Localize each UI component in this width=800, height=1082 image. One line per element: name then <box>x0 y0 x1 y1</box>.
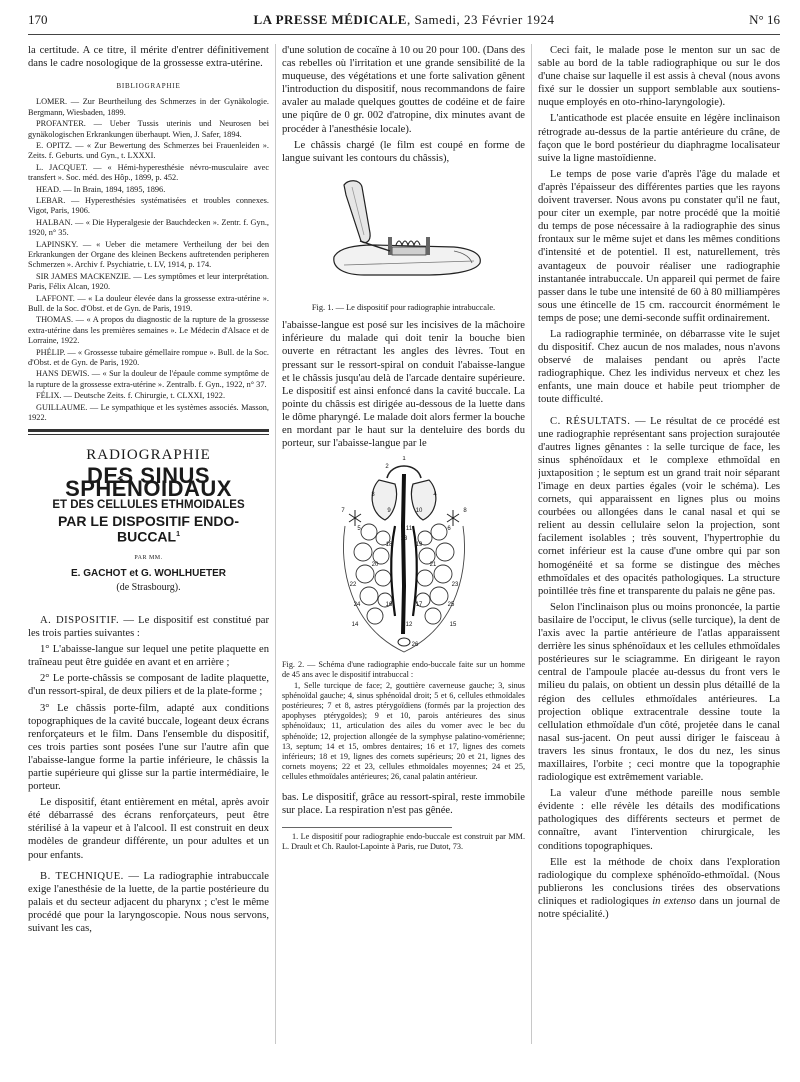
issue-date: , Samedi, 23 Février 1924 <box>406 12 555 27</box>
figure-2-label: 26 <box>411 642 418 649</box>
bibliography-entry: THOMAS. — « A propos du diagnostic de la rupture de la grossesse extra-utérine dans les premières semaines ». Le Médecin d'Alsace et de Lorraine, 1922. <box>28 315 269 346</box>
figure-2-label: 15 <box>449 622 456 629</box>
section-b-paragraph <box>28 870 269 935</box>
article-subtitle-2-text: PAR LE DISPOSITIF ENDO-BUCCAL <box>58 512 239 545</box>
col3-paragraph-1: Ceci fait, le malade pose le menton sur un sac de sable au bord de la table radiographique ou sur le dos d'une chaise sur laquelle il est assis à cheval (nous avons fixé sur le dossier un support semblable aux soutiens-nuque employés en oto-rhino-laryngologie). <box>538 45 780 109</box>
figure-1 <box>282 171 525 313</box>
figure-2-label: 3 <box>370 492 375 499</box>
bibliography-entry: LEBAR. — Hyperesthésies systématisées et troubles connexes. Vigot, Paris, 1906. <box>28 195 269 216</box>
journal-name: LA PRESSE MÉDICALE <box>253 12 407 27</box>
title-footnote-mark: 1 <box>176 530 180 538</box>
col2-paragraph-2: Le châssis chargé (le film est coupé en forme de langue suivant les contours du châssis), <box>282 139 525 164</box>
section-a-text: — Le dispositif est constitué par les trois parties suivantes : <box>28 614 269 640</box>
article-title: DES SINUS SPHÉNOIDAUX <box>65 462 232 501</box>
col2-paragraph-4: bas. Le dispositif, grâce au ressort-spiral, reste immobile sur place. La respiration n'est pas gênée. <box>282 791 525 816</box>
bibliography-entry: HEAD. — In Brain, 1894, 1895, 1896. <box>36 184 166 194</box>
figure-2-legend: 1, Selle turcique de face; 2, gouttière caverneuse gauche; 3, sinus sphénoïdal gauche; 4, sinus sphénoïdal droit; 5 et 6, cellules ethmoïdales postérieures; 7 et 8, astres ptérygoïdiens (formés par la projection des apophyses ptérygoïdes); 9 et 10, parois antérieures des sinus sphénoïdaux; 11, articulation des ailes du vomer avec le bec du sphénoïde; 12, projection allongée de la symphyse palatino-vomérienne; 13, septum; 14 et 15, ombres dentaires; 16 et 17, lignes des cornets inférieurs; 18 et 19, lignes des cornets supérieurs; 20 et 21, lignes des cornets moyens; 22 et 23, cellules ethmoïdales moyennes; 24 et 25, cellules ethmoïdales antérieures; 26, canal palatin antérieur. <box>282 680 525 782</box>
article-separator-thin <box>28 434 269 435</box>
figure-2-label: 2 <box>384 464 389 471</box>
issue-number: N° 16 <box>749 12 780 27</box>
figure-2-label: 18 <box>385 542 392 549</box>
figure-2-label: 10 <box>415 508 422 515</box>
figure-2-caption-head: Fig. 2. — Schéma d'une radiographie endo-buccale faite sur un homme de 45 ans avec le dispositif intrabuccal : <box>282 660 525 680</box>
figure-2-label: 21 <box>429 562 436 569</box>
figure-2-label: 7 <box>340 508 345 515</box>
component-list <box>28 643 269 793</box>
col3-paragraph-7 <box>538 856 780 921</box>
footnote-rule <box>282 827 452 828</box>
section-a-label: A. DISPOSITIF. <box>40 614 120 626</box>
column-separator <box>531 44 532 1044</box>
figure-2-label: 16 <box>385 602 392 609</box>
figure-2-caption <box>282 660 525 782</box>
page-number: 170 <box>28 12 48 27</box>
article-subtitle: ET DES CELLULES ETHMOIDALES <box>52 498 245 511</box>
section-c-paragraph <box>538 415 780 598</box>
bibliography-entry: E. OPITZ. — « Zur Bewertung des Schmerzes bei Frauenleiden ». Zeits. f. Geburts. und Gyn., t. LXXXI. <box>28 140 269 161</box>
col3-paragraph-6: La valeur d'une méthode pareille nous semble évidente : elle révèle les détails des modifications pathologiques des différents secteurs et permet de connaître, avant l'intervention chirurgicale, les conditions topographiques. <box>538 788 780 852</box>
figure-2-label: 25 <box>447 602 454 609</box>
bibliography-list <box>28 97 269 423</box>
section-c-label: C. RÉSULTATS. <box>550 415 631 427</box>
component-item: 1° L'abaisse-langue sur lequel une petite plaquette en traîneau peut être guidée en avant et en arrière ; <box>28 644 269 669</box>
col2-paragraph-3: l'abaisse-langue est posé sur les incisives de la mâchoire inférieure du malade qui doit tenir la bouche bien ouverte en rétractant les angles des lèvres. Tout en pressant sur le ressort-spiral on conduit l'abaisse-langue et le châssis jusqu'au delà de l'arcade dentaire supérieure. Le dispositif est ainsi enfoncé dans la cavité buccale. La pointe du châssis est dirigée au-dessous de la luette dans le dôme pharyngé. Le malade doit alors fermer la bouche en mordant par le haut sur la denteluire des bords du porteur, sur l'abaisse-langue par le <box>282 320 525 450</box>
col3-paragraph-5: Selon l'inclinaison plus ou moins prononcée, la partie basilaire de l'occiput, le clivus (selle turcique), la dent de l'axis avec la partie antérieure de l'atlas apparaissent derrière les sinus sphénoïdaux et les cellules ethmoïdales postérieures sur le sciagramme. En dirigeant le rayon central de l'ampoule placée au-dessus du front vers le milieu du palais, on obtient un dessin plus détaillé de la région des cellules ethmoïdales antérieures. La projection oblique extracentrale dessine toute la cellulation ethmoïdale d'un côté, projetée dans le canal nasal sus-jacent. On peut aussi diriger le faisceau à travers les sinus frontaux, le dos du nez, les sinus maxillaires, l'orbite ; ceci montre que la topographie radiologique est extrêmement variable. <box>538 601 780 784</box>
footnote-text: . Le dispositif pour radiographie endo-buccale est construit par MM. L. Drault et Ch. Raulot-Lapointe à Paris, rue Dutot, 73. <box>282 831 525 852</box>
figure-2-label: 12 <box>405 622 412 629</box>
col3-paragraph-7-b: dans un journal de notre spécialité.) <box>538 895 780 920</box>
figure-2-label: 9 <box>386 508 391 515</box>
column-separator <box>275 44 276 1044</box>
component-item: 3° Le châssis porte-film, adapté aux conditions topographiques de la cavité buccale, logeant deux écrans renforçateurs et le film. Dans l'ensemble du dispositif, ces trois parties sont posées l'une sur l'autre afin que l'abaisse-langue forme la partie inférieure, le châssis la partie supérieure qui glisse sur la partie intermédiaire, le porteur. <box>28 702 269 793</box>
bibliography-entry: LAFFONT. — « La douleur élevée dans la grossesse extra-utérine ». Bull. de la Soc. d'Obst. et de Gyn. de Paris, 1919. <box>28 293 269 313</box>
bibliography-entry: HALBAN. — « Die Hyperalgesie der Bauchdecken ». Zentr. f. Gyn., 1920, n° 35. <box>28 217 269 238</box>
bibliography-entry: LOMER. — Zur Beurtheilung des Schmerzes in der Gynäkologie. Bergmann, Wiesbaden, 1899. <box>28 97 269 117</box>
device-illustration <box>304 171 504 301</box>
col3-paragraph-7-a: Elle est la méthode de choix dans l'exploration radiologique du complexe sphénoïdo-ethmoïdal. (Nous publierons les conclusions tirées des observations cliniques et radiologiques <box>538 856 780 907</box>
bibliography-entry: SIR JAMES MACKENZIE. — Les symptômes et leur interprétation. Paris, Félix Alcan, 1920. <box>28 271 269 292</box>
figure-2-label: 6 <box>446 526 451 533</box>
footnote-mark: 1 <box>292 831 297 841</box>
running-header <box>28 12 780 32</box>
col3-paragraph-2: L'anticathode est placée ensuite en légère inclinaison rétrograde au-dessus de la partie antérieure du crâne, de façon que le bord postérieur du diaphragme localisateur suive la ligne mastoïdienne. <box>538 113 780 164</box>
figure-2-label: 24 <box>353 602 360 609</box>
figure-2-label: 17 <box>415 602 422 609</box>
figure-2-label: 20 <box>371 562 378 569</box>
col2-paragraph-1: d'une solution de cocaïne à 10 ou 20 pour 100. (Dans des cas rebelles où l'irritation et une grande sensibilité de la muqueuse, des végétations et une forte salivation gênent l'introduction du dispositif, nous recommandons de faire avaler au malade quelques gouttes de codéine et de faire une piqûre de 0 gr. 002 d'atropine, dix minutes avant de procéder à l'anesthésie locale). <box>282 45 525 135</box>
figure-2 <box>282 456 525 782</box>
bibliography-entry: GUILLAUME. — Le sympathique et les systèmes associés. Masson, 1922. <box>28 402 269 423</box>
column-1 <box>28 44 269 1074</box>
previous-article-end: la certitude. A ce titre, il mérite d'entrer définitivement dans le cadre nosologique de la grossesse extra-utérine. <box>28 45 269 70</box>
header-rule <box>28 34 780 35</box>
component-item: 2° Le porte-châssis se composant de ladite plaquette, d'un ressort-spiral, de deux piliers et de la plate-forme ; <box>28 673 269 698</box>
radiograph-schema <box>329 456 479 656</box>
bibliography-entry: PROFANTER. — Ueber Tussis uterinis und Neurosen bei gynäkologischen Erkrankungen überhaupt. Wien, J. Safer, 1894. <box>28 119 269 139</box>
article-kicker: RADIOGRAPHIE <box>86 447 211 464</box>
section-b-text: — La radiographie intrabuccale exige l'anesthésie de la luette, de la partie postérieure du palais et du secteur adjacent du pharynx ; c'est le même procédé que pour la laryngoscopie. Nous nous servons, suivant les cas, <box>28 870 269 935</box>
figure-2-label: 8 <box>462 508 467 515</box>
column-3 <box>538 44 780 1074</box>
bibliography-title: BIBLIOGRAPHIE <box>116 82 181 91</box>
figure-2-label: 1 <box>401 456 406 463</box>
figure-2-label: 23 <box>451 582 458 589</box>
article-authors: E. GACHOT et G. WOHLHUETER <box>71 567 226 579</box>
bibliography-entry: PHÉLIP. — « Grossesse tubaire gémellaire rompue ». Bull. de la Soc. d'Obst. et de Gyn. de Paris, 1920. <box>28 347 269 368</box>
section-b-label: B. TECHNIQUE. <box>40 870 124 882</box>
column-2 <box>282 44 525 1074</box>
bibliography-entry: FÉLIX. — Deutsche Zeits. f. Chirurgie, t. CLXXI, 1922. <box>36 391 226 401</box>
paragraph-metal: Le dispositif, étant entièrement en métal, après avoir été débarrassé des écrans renforçateurs, peut être stérilisé à la vapeur et à l'alcool. Il est construit en deux modèles de grandeur différente, un pour adultes et un pour enfants. <box>28 797 269 861</box>
footnote <box>282 832 525 852</box>
figure-2-label: 4 <box>432 492 437 499</box>
article-subtitle-2 <box>28 512 269 545</box>
figure-2-label: 22 <box>349 582 356 589</box>
col3-paragraph-4: La radiographie terminée, on débarrasse vite le sujet du dispositif. Chez aucun de nos malades, nous n'avons observé de malaises pendant ou après l'acte radiographique. Chez les individus nerveux et chez les enfants, une main douce et habile peut triompher de toute difficulté. <box>538 328 780 406</box>
figure-2-label: 19 <box>415 542 422 549</box>
figure-1-caption: Fig. 1. — Le dispositif pour radiographie intrabuccale. <box>311 302 496 312</box>
figure-2-label: 11 <box>405 526 412 533</box>
bibliography-entry: L. JACQUET. — « Hémi-hyperesthésie névro-musculaire avec transfert ». Soc. méd. des Hôp., 1899, p. 452. <box>28 162 269 183</box>
col3-paragraph-3: Le temps de pose varie d'après l'âge du malade et d'après l'épaisseur des différentes parties que les rayons doivent traverser. Nous avons pu constater qu'il ne faut, pour citer un exemple, par notre procédé que la moitié du temps de pose nécessaire à la radiographie des sinus frontaux sur le même sujet et dans les mêmes conditions d'intensité et de potentiel. Il est, naturellement, très avantageux de pouvoir réaliser une radiographie instantanée intrabuccale. Un appareil qui permet de faire passer dans le tube une intensité de 60 à 80 milliampères sous une étincelle de 15 cm. raccourcit énormément le temps de pose; une demi-seconde suffit ordinairement. <box>538 168 780 324</box>
figure-2-label: 13 <box>400 536 407 543</box>
section-a-paragraph <box>28 614 269 640</box>
figure-2-label: 5 <box>356 526 361 533</box>
author-affiliation: (de Strasbourg). <box>116 581 181 593</box>
par-mm: PAR MM. <box>134 554 163 561</box>
journal-masthead <box>28 12 780 28</box>
figure-2-label: 14 <box>351 622 358 629</box>
col3-paragraph-7-em: in extenso <box>652 895 696 907</box>
bibliography-entry: HANS DEWIS. — « Sur la douleur de l'épaule comme symptôme de la rupture de la grossesse extra-utérine ». Zentralb. f. Gyn., 1922, n° 37. <box>28 369 269 389</box>
article-separator <box>28 429 269 432</box>
bibliography-entry: LAPINSKY. — « Ueber die metamere Vertheilung der bei den Erkrankungen der Organe des kleinen Beckens auftretenden peripheren Schmerzen ». Archiv f. Psychiatrie, t. LV, 1914, p. 174. <box>28 239 269 270</box>
section-c-text: — Le résultat de ce procédé est une radiographie représentant sans projection surajoutée d'autres lignes gênantes : la selle turcique de face, les sinus sphénoïdaux et le complexe ethmoïdal en juxtaposition ; le septum est un grand trait noir séparant l'image en deux parties égales (voir le schéma). Les cornets, qui apparaissent en lignes plus ou moins courbées ou allongées dans le canal nasal et qui se relient au dessin cellulaire selon la projection, sont facilement isolables ; très souvent, l'hypertrophie du cornet inférieur est la cause d'une ombre qui par son homogénéité et sa forme se distingue des mèches ethmoïdales et des opacités pathologiques. La structure pointillée très fine et transparente du palais ne gêne pas. <box>538 415 780 597</box>
